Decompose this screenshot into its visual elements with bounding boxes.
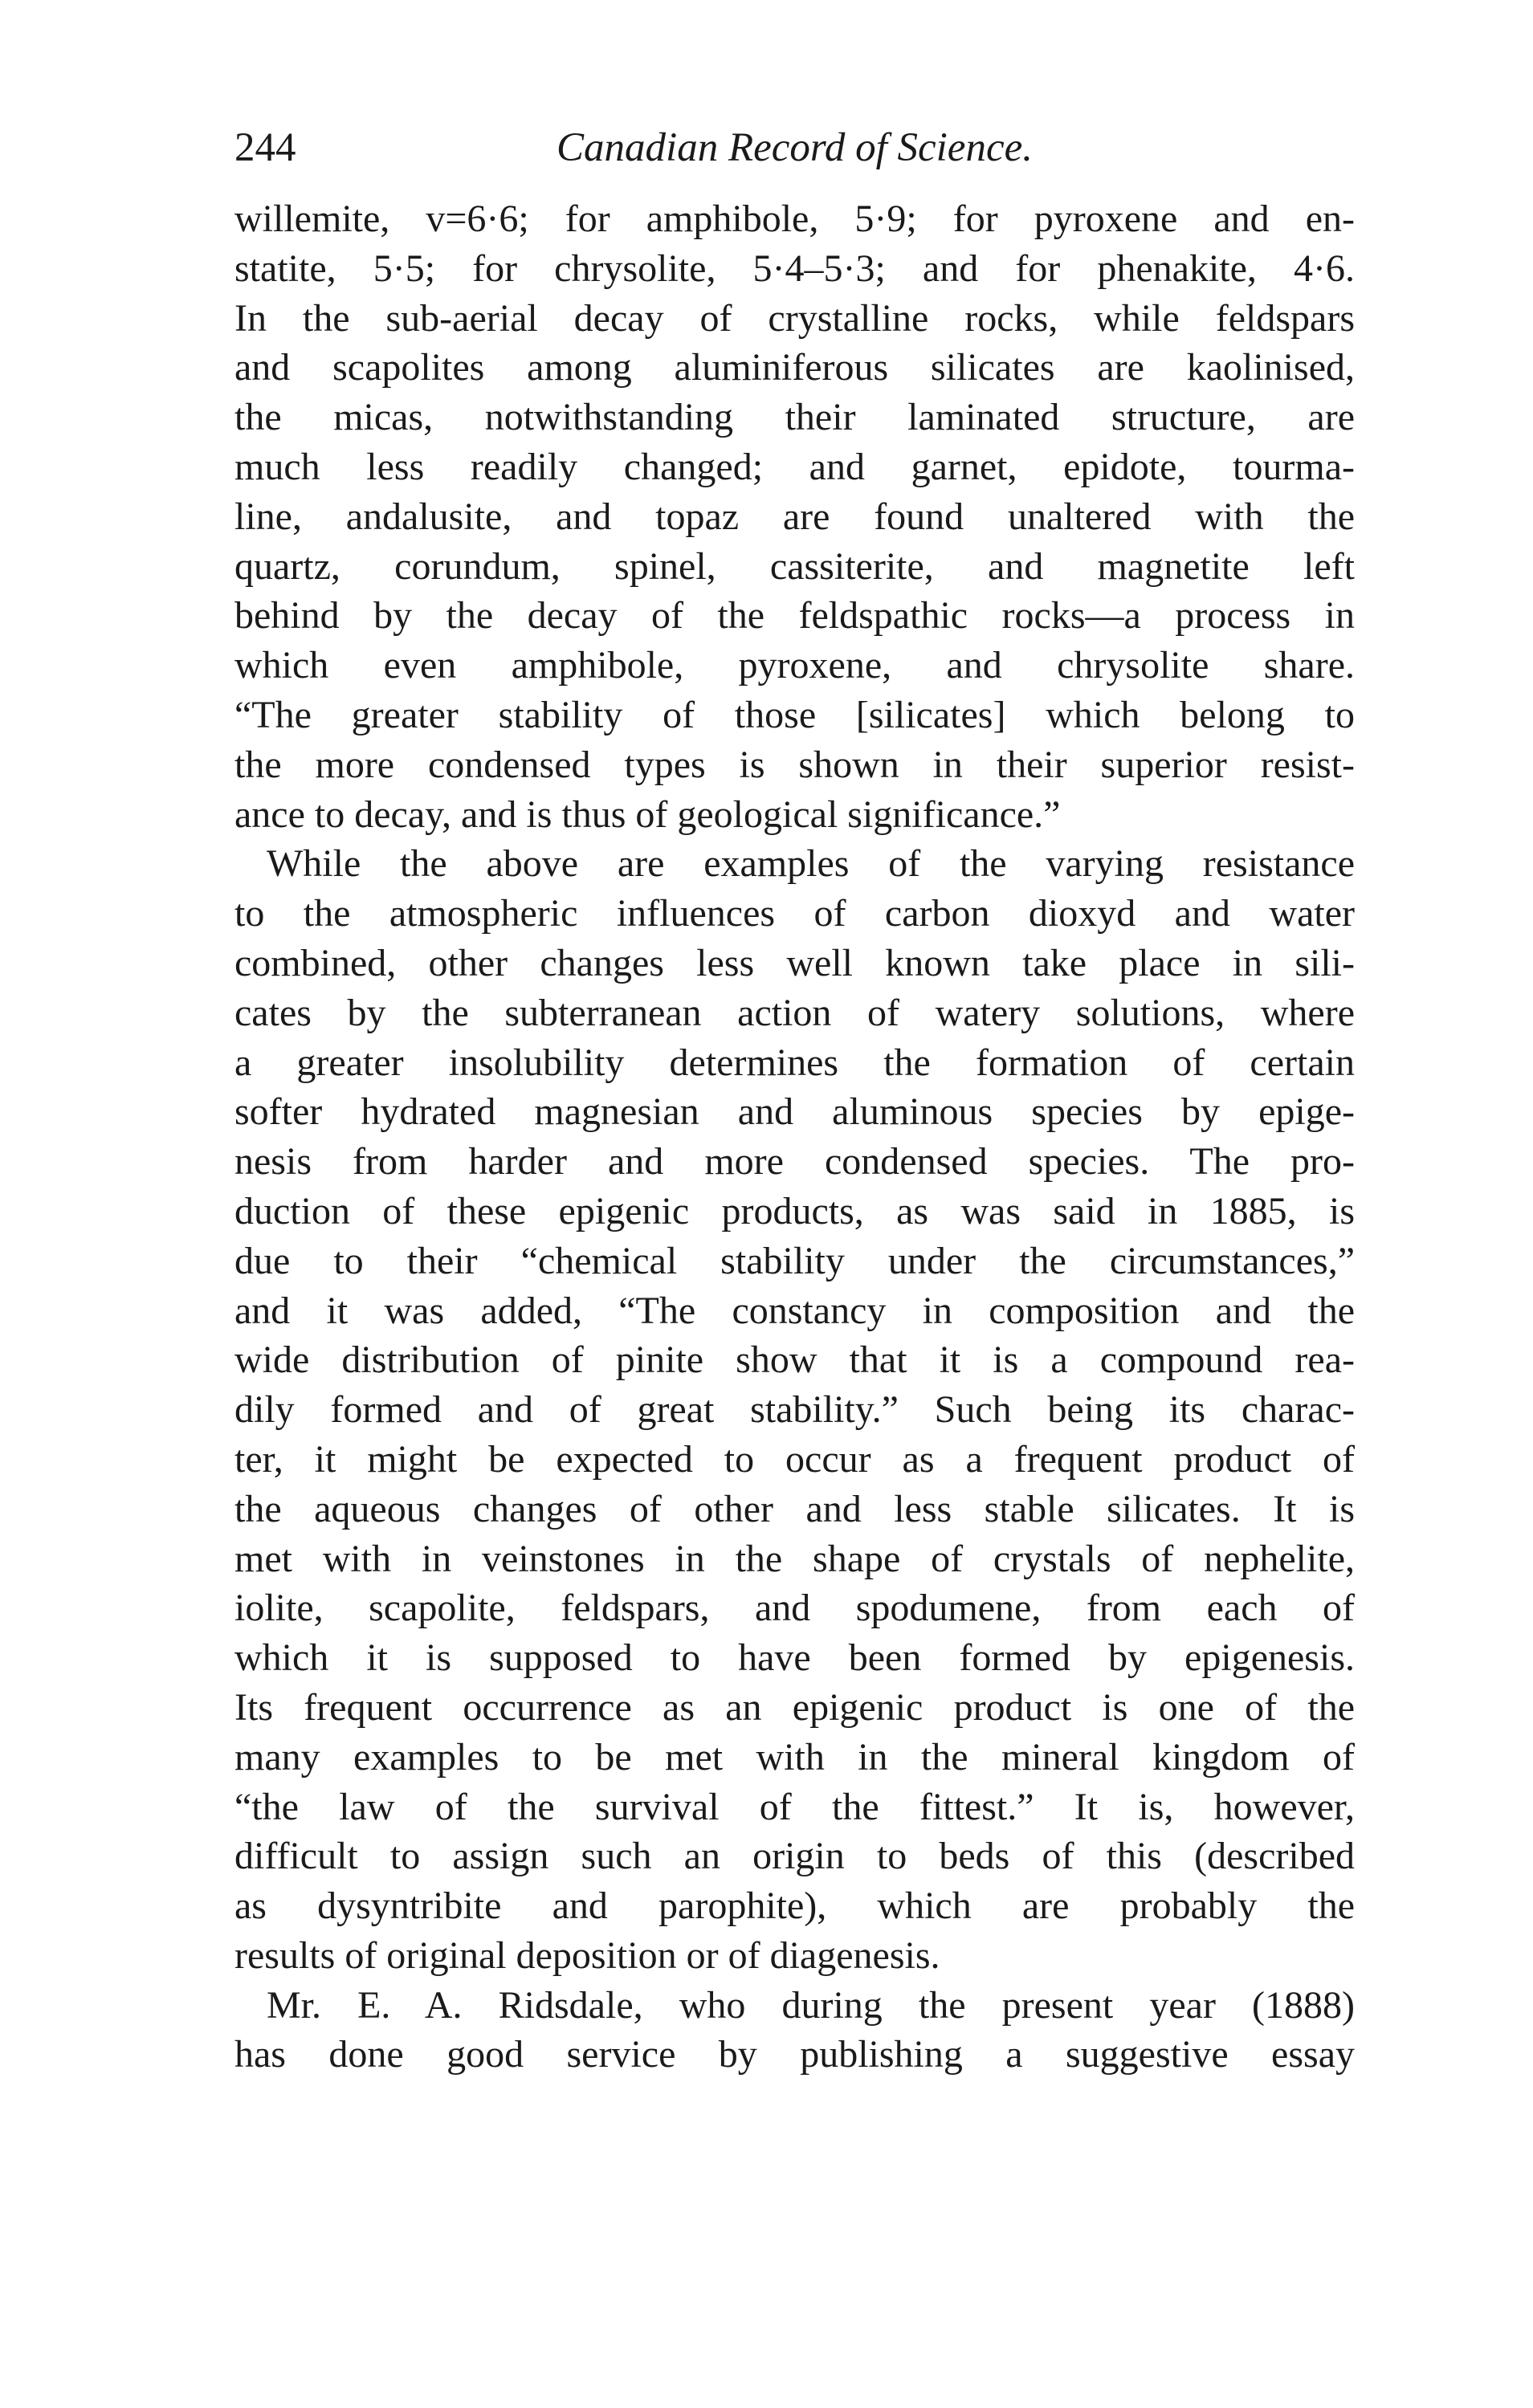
text-line: results of original deposition or of diagenesis. [234, 1933, 940, 1977]
page [234, 119, 1355, 2080]
text-line: Its frequent occurrence as an epigenic product is one of the [234, 1685, 1355, 1729]
text-line: has done good service by publishing a suggestive essay [234, 2033, 1355, 2076]
text-line: duction of these epigenic products, as was said in 1885, is [234, 1189, 1355, 1233]
text-line: a greater insolubility determines the formation of certain [234, 1041, 1355, 1084]
text-line: ance to decay, and is thus of geological significance.” [234, 792, 1061, 836]
text-line: met with in veinstones in the shape of crystals of nephelite, [234, 1537, 1355, 1580]
text-line: the aqueous changes of other and less stable silicates. It is [234, 1487, 1355, 1530]
text-line: line, andalusite, and topaz are found unaltered with the [234, 495, 1355, 538]
text-line: due to their “chemical stability under the circumstances,” [234, 1239, 1355, 1282]
text-line: the more condensed types is shown in their superior resist- [234, 743, 1355, 786]
text-line: ter, it might be expected to occur as a frequent product of [234, 1437, 1355, 1481]
text-line: quartz, corundum, spinel, cassiterite, and magnetite left [234, 544, 1355, 588]
text-line: “the law of the survival of the fittest.” It is, however, [234, 1785, 1355, 1828]
text-line: wide distribution of pinite show that it is a compound rea- [234, 1338, 1355, 1382]
text-line: combined, other changes less well known take place in sili- [234, 941, 1355, 984]
text-line: statite, 5·5; for chrysolite, 5·4–5·3; and for phenakite, 4·6. [234, 247, 1355, 290]
text-line: difficult to assign such an origin to beds of this (described [234, 1835, 1355, 1878]
text-line: to the atmospheric influences of carbon dioxyd and water [234, 892, 1355, 935]
text-line: In the sub-aerial decay of crystalline rocks, while feldspars [234, 296, 1355, 340]
text-line: the micas, notwithstanding their laminated structure, are [234, 396, 1355, 439]
body-text [234, 194, 1355, 2080]
text-line: which even amphibole, pyroxene, and chrysolite share. [234, 644, 1355, 687]
paragraph-start-line: While the above are examples of the varying resistance [267, 842, 1355, 886]
text-line: and it was added, “The constancy in composition and the [234, 1289, 1355, 1332]
text-line: behind by the decay of the feldspathic rocks—a process in [234, 594, 1355, 638]
text-line: iolite, scapolite, feldspars, and spodumene, from each of [234, 1587, 1355, 1630]
page-number: 244 [234, 125, 296, 170]
text-line: dily formed and of great stability.” Such being its charac- [234, 1388, 1355, 1432]
running-head [234, 119, 1355, 177]
text-line: willemite, v=6·6; for amphibole, 5·9; for pyroxene and en- [234, 198, 1355, 240]
text-line: nesis from harder and more condensed species. The pro- [234, 1140, 1355, 1184]
text-line: much less readily changed; and garnet, epidote, tourma- [234, 445, 1355, 488]
text-line: and scapolites among aluminiferous silicates are kaolinised, [234, 346, 1355, 389]
text-line: softer hydrated magnesian and aluminous species by epige- [234, 1090, 1355, 1134]
text-line: many examples to be met with in the mineral kingdom of [234, 1735, 1355, 1778]
text-line: “The greater stability of those [silicates] which belong to [234, 693, 1355, 736]
paragraph-start-line: Mr. E. A. Ridsdale, who during the present year (1888) [267, 1983, 1355, 2027]
journal-title: Canadian Record of Science. [557, 125, 1033, 170]
text-line: as dysyntribite and parophite), which are probably the [234, 1884, 1355, 1928]
text-line: cates by the subterranean action of watery solutions, where [234, 991, 1355, 1034]
text-line: which it is supposed to have been formed by epigenesis. [234, 1636, 1355, 1680]
